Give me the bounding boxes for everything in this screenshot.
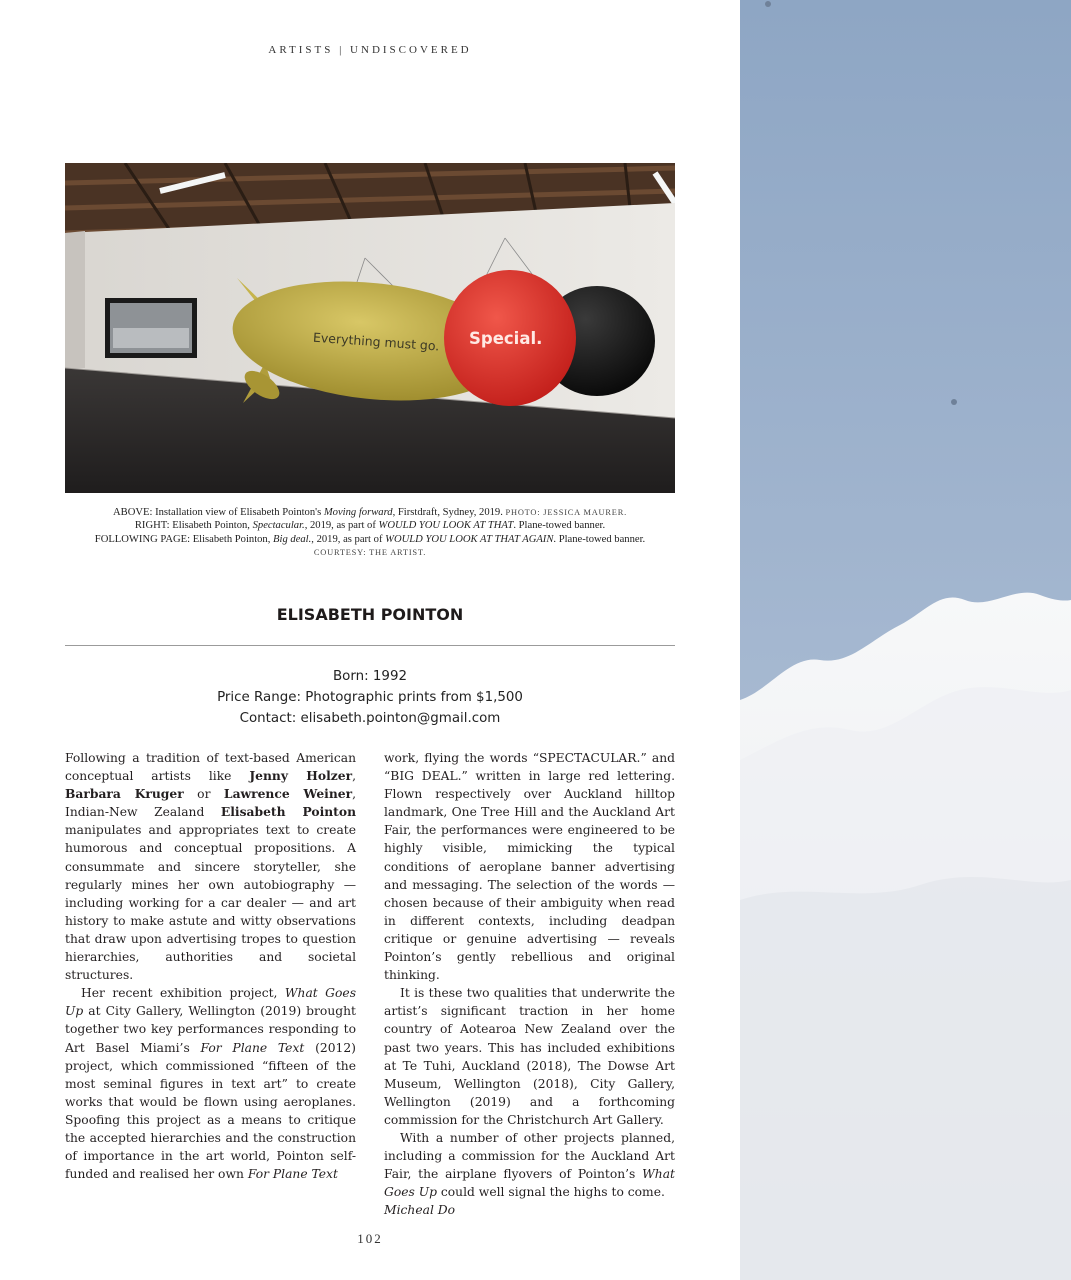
artist-facts (0, 666, 740, 729)
article-column-left (65, 749, 356, 1183)
article-paragraph-4: With a number of other projects planned, including a commission for the Auckland Art Fair, the airplane flyovers of Pointon’s What Goes Up could well signal the highs to come. (384, 1130, 675, 1200)
divider (65, 645, 675, 646)
author-byline: Micheal Do (384, 1203, 456, 1218)
article-paragraph-2: Her recent exhibition project, What Goes Up at City Gallery, Wellington (2019) brought together two key performances responding to Art Basel Miami’s For Plane Text (2012) project, which commissioned “fifteen of the most seminal figures in text art” to create works that would be flown using aeroplanes. Spoofing this project as a means to critique the accepted hierarchies and the construction of importance in the art world, Pointon self-funded and realised her own For Plane Text (65, 986, 356, 1182)
balloon-lettering: Special. (469, 329, 543, 348)
caption-line-above: ABOVE: Installation view of Elisabeth Pointon's Moving forward, Firstdraft, Sydney, 2019. PHOTO: JESSICA MAURER. (113, 507, 627, 518)
caption-line-right: RIGHT: Elisabeth Pointon, Spectacular., 2019, as part of WOULD YOU LOOK AT THAT. Plane-towed banner. (134, 520, 606, 532)
price-range: Price Range: Photographic prints from $1,500 (217, 690, 523, 705)
caption-line-following: FOLLOWING PAGE: Elisabeth Pointon, Big deal., 2019, as part of WOULD YOU LOOK AT THAT AGAIN. Plane-towed banner. (94, 533, 646, 545)
article-paragraph-2-continued: work, flying the words “SPECTACULAR.” and “BIG DEAL.” written in large red lettering. Flown respectively over Auckland hilltop landmark, One Tree Hill and the Auckland Art Fair, the performances were engineered to be highly visible, mimicking the typical conditions of aeroplane banner advertising and messaging. The selection of the words — chosen because of their ambiguity when read in different contexts, including deadpan critique or genuine advertising — reveals Pointon’s gently rebellious and original thinking. (384, 751, 675, 983)
artist-name: ELISABETH POINTON (276, 605, 464, 624)
installation-photo (65, 163, 675, 493)
caption-courtesy: COURTESY: THE ARTIST. (313, 548, 427, 558)
born: Born: 1992 (333, 669, 407, 684)
sky-banner-photo (740, 0, 1071, 1280)
running-head: ARTISTS | UNDISCOVERED (268, 44, 472, 56)
article-column-right (384, 749, 675, 1219)
page-number: 102 (357, 1231, 383, 1246)
contact-email[interactable]: Contact: elisabeth.pointon@gmail.com (239, 711, 501, 726)
zeppelin-lettering: Everything must go. (312, 329, 440, 354)
photo-caption (40, 506, 700, 560)
article-paragraph-3: It is these two qualities that underwrite the artist’s significant traction in her home country of Aotearoa New Zealand over the past two years. This has included exhibitions at Te Tuhi, Auckland (2018), The Dowse Art Museum, Wellington (2018), City Gallery, Wellington (2019) and a forthcoming commission for the Christchurch Art Gallery. (384, 986, 675, 1127)
article-paragraph-1: Following a tradition of text-based American conceptual artists like Jenny Holzer, Barbara Kruger or Lawrence Weiner, Indian-New Zealand Elisabeth Pointon manipulates and appropriates text to create humorous and conceptual propositions. A consummate and sincere storyteller, she regularly mines her own autobiography — including working for a car dealer — and art history to make astute and witty observations that draw upon advertising tropes to question hierarchies, authorities and societal structures. (65, 751, 357, 983)
